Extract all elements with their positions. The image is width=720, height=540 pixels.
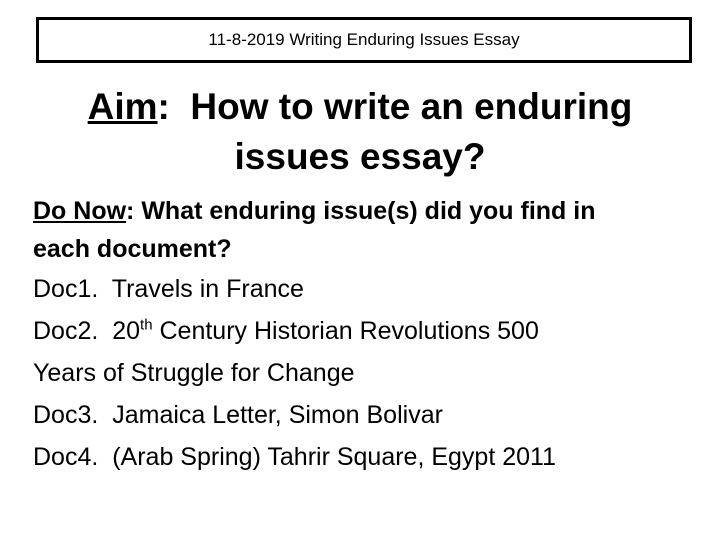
- document-item-2: [33, 310, 693, 352]
- do-now-label: Do Now: [33, 197, 127, 225]
- slide-header-title: 11-8-2019 Writing Enduring Issues Essay: [208, 30, 520, 49]
- document-prefix: Doc4.: [33, 443, 99, 471]
- document-item-4: [33, 436, 693, 478]
- document-item-1: [33, 268, 693, 310]
- aim-question-part-1: How to write an enduring: [190, 86, 633, 127]
- do-now-block: [33, 192, 693, 268]
- document-prefix: Doc2.: [33, 317, 99, 345]
- document-prefix: Doc1.: [33, 275, 99, 303]
- document-title: Travels in France: [111, 275, 304, 303]
- title-box: [36, 17, 692, 63]
- document-title-continued: Years of Struggle for Change: [33, 359, 355, 387]
- do-now-line-1: [33, 192, 693, 230]
- document-title-number: 20: [112, 317, 141, 345]
- aim-label: Aim: [87, 86, 158, 127]
- do-now-question-part-2: each document?: [33, 235, 232, 263]
- do-now-question-part-1: What enduring issue(s) did you find in: [141, 197, 596, 225]
- aim-line-1: [0, 82, 720, 132]
- document-title: Jamaica Letter, Simon Bolivar: [112, 401, 443, 429]
- document-prefix: Doc3.: [33, 401, 99, 429]
- document-item-3: [33, 394, 693, 436]
- slide-body: [33, 192, 693, 478]
- do-now-line-2: [33, 230, 693, 268]
- aim-colon: :: [157, 86, 170, 127]
- aim-question-part-2: issues essay?: [234, 136, 486, 177]
- document-item-2-continued: [33, 352, 693, 394]
- aim-heading: [0, 82, 720, 182]
- aim-line-2: [0, 132, 720, 182]
- document-title: Century Historian Revolutions 500: [159, 317, 539, 345]
- document-title: (Arab Spring) Tahrir Square, Egypt 2011: [112, 443, 556, 471]
- ordinal-suffix: th: [140, 316, 153, 334]
- do-now-colon: :: [126, 197, 135, 225]
